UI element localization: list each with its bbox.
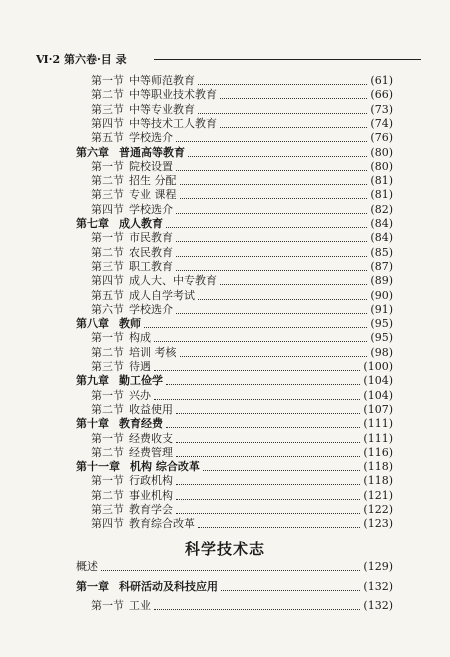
page-number: (121) [363,488,393,502]
page-number: (84) [370,231,393,245]
entry-title: 培训 考核 [129,345,177,359]
header-label: Ⅵ·2 第六卷·目 录 [36,53,127,66]
entry-number: 第二节 [91,174,124,188]
part-title: 科学技术志 [184,540,265,558]
page-number: (90) [370,288,393,302]
page-number: (73) [370,102,393,116]
page-number: (123) [363,517,393,531]
page-number: (95) [370,317,393,331]
dot-leader [166,383,360,385]
page-number: (122) [363,503,393,516]
page-header [36,48,421,68]
entry-title: 职工教育 [129,259,173,273]
dot-leader [176,212,367,214]
entry-number: 第十一章 [76,460,120,474]
entry-number: 第八章 [76,317,109,331]
page-number: (81) [370,174,393,188]
entry-number: 第二节 [91,245,124,259]
entry-number: 第四节 [91,274,124,288]
entry-number: 第四节 [91,116,124,130]
entry-number: 第二节 [91,488,124,502]
entry-number: 第二节 [91,88,124,102]
toc-section-entry [91,515,393,531]
entry-title: 行政机构 [129,474,173,488]
entry-title: 学校选介 [129,202,173,216]
entry-number: 第四节 [91,517,124,531]
toc-chapter-entry [76,578,393,594]
entry-title: 构成 [129,331,151,345]
dot-leader [220,97,367,99]
entry-number: 第一节 [91,231,124,245]
page-number: (111) [363,431,393,445]
dot-leader [198,112,367,114]
page-number: (100) [363,360,393,373]
dot-leader [176,312,367,314]
dot-leader [166,226,367,228]
page-number: (87) [370,259,393,273]
entry-number: 第六章 [76,145,109,159]
entry-number: 第一节 [91,388,124,402]
page-number: (104) [363,374,393,388]
dot-leader [176,255,367,257]
page-number: (80) [370,159,393,173]
dot-leader [176,240,367,242]
dot-leader [176,483,360,485]
page-number: (111) [363,417,393,431]
page-number: (118) [363,460,393,474]
entry-title: 收益使用 [129,402,173,416]
entry-title: 教育学会 [129,503,173,516]
entry-number: 第二节 [91,345,124,359]
entry-number: 第一节 [91,159,124,173]
dot-leader [180,183,368,185]
toc-overview-entry [76,558,393,574]
page-number: (129) [363,560,393,573]
entry-title: 事业机构 [129,488,173,502]
entry-title: 科研活动及科技应用 [119,579,218,593]
entry-number: 第七章 [76,217,109,230]
page-number: (80) [370,145,393,159]
entry-title: 成人教育 [119,217,163,230]
page-number: (76) [370,131,393,145]
entry-title: 工业 [129,599,151,612]
page-number: (132) [363,579,393,593]
entry-title: 经费管理 [129,445,173,459]
entry-title: 中等技术工人教育 [129,116,217,130]
page-number: (89) [370,274,393,288]
entry-title: 学校选介 [129,131,173,145]
entry-title: 农民教育 [129,245,173,259]
toc-section-entry [91,597,393,613]
entry-number: 第一节 [91,599,124,612]
page-number: (107) [363,402,393,416]
dot-leader [176,140,367,142]
dot-leader [154,369,360,371]
page-number: (66) [370,88,393,102]
dot-leader [176,441,360,443]
entry-number: 第三节 [91,360,124,373]
dot-leader [101,569,360,571]
page-number: (91) [370,302,393,316]
dot-leader [176,498,360,500]
entry-number: 第三节 [91,102,124,116]
entry-title: 专业 课程 [129,188,177,202]
dot-leader [198,526,360,528]
entry-number: 第四节 [91,202,124,216]
entry-number: 第三节 [91,259,124,273]
entry-title: 教育经费 [119,417,163,431]
entry-title: 教育综合改革 [129,517,195,531]
dot-leader [166,426,360,428]
dot-leader [154,398,360,400]
entry-title: 待遇 [129,360,151,373]
entry-number: 第三节 [91,188,124,202]
dot-leader [176,455,360,457]
page-number: (85) [370,245,393,259]
entry-title: 概述 [76,560,98,573]
entry-title: 中等专业教育 [129,102,195,116]
entry-number: 第三节 [91,503,124,516]
entry-number: 第一节 [91,474,124,488]
entry-number: 第五节 [91,131,124,145]
entry-number: 第一章 [76,579,109,593]
dot-leader [198,298,367,300]
entry-number: 第一节 [91,74,124,87]
entry-title: 中等师范教育 [129,74,195,87]
entry-number: 第二节 [91,445,124,459]
entry-title: 教师 [119,317,141,331]
page-number: (98) [370,345,393,359]
dot-leader [176,412,360,414]
dot-leader [220,126,367,128]
entry-number: 第十章 [76,417,109,431]
entry-title: 普通高等教育 [119,145,185,159]
entry-title: 招生 分配 [129,174,177,188]
entry-title: 学校选介 [129,302,173,316]
page-number: (81) [370,188,393,202]
entry-number: 第六节 [91,302,124,316]
dot-leader [176,269,367,271]
page-number: (61) [370,74,393,87]
entry-title: 机构 综合改革 [130,460,200,474]
dot-leader [180,197,368,199]
entry-number: 第五节 [91,288,124,302]
dot-leader [188,155,367,157]
page-number: (118) [363,474,393,488]
dot-leader [198,83,367,85]
dot-leader [220,283,367,285]
entry-number: 第二节 [91,402,124,416]
entry-title: 成人自学考试 [129,288,195,302]
entry-title: 成人大、中专教育 [129,274,217,288]
page-number: (82) [370,202,393,216]
dot-leader [180,355,368,357]
page-number: (116) [363,445,393,459]
page-number: (95) [370,331,393,345]
page-number: (104) [363,388,393,402]
entry-number: 第一节 [91,331,124,345]
entry-title: 勤工俭学 [119,374,163,388]
entry-number: 第九章 [76,374,109,388]
dot-leader [203,469,361,471]
page-number: (74) [370,116,393,130]
entry-title: 院校设置 [129,159,173,173]
entry-title: 经费收支 [129,431,173,445]
dot-leader [176,169,367,171]
page-number: (84) [370,217,393,230]
dot-leader [144,326,367,328]
header-rule [154,59,421,60]
entry-title: 市民教育 [129,231,173,245]
entry-number: 第一节 [91,431,124,445]
dot-leader [154,608,360,610]
dot-leader [154,340,367,342]
page-number: (132) [363,599,393,612]
dot-leader [221,589,360,591]
entry-title: 中等职业技术教育 [129,88,217,102]
entry-title: 兴办 [129,388,151,402]
dot-leader [176,512,360,514]
